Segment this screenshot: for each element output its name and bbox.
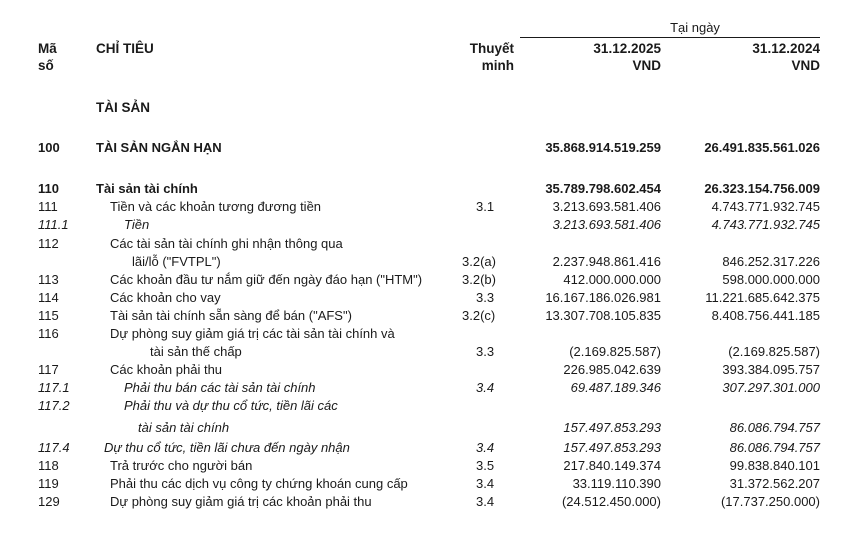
row-note: 3.4 (476, 476, 495, 491)
row-name-continued: lãi/lỗ ("FVTPL") (132, 254, 221, 269)
as-of-label: Tại ngày (670, 20, 720, 35)
row-name: Tài sản tài chính sẵn sàng để bán ("AFS") (110, 308, 352, 323)
row-value-2024: 4.743.771.932.745 (711, 217, 820, 232)
row-code: 117.1 (38, 380, 70, 395)
row-value-2025: 3.213.693.581.406 (552, 199, 661, 214)
table-row (0, 181, 860, 198)
code-header-1: Mã (38, 41, 57, 56)
header-rule (520, 37, 820, 38)
row-name: Tài sản tài chính (96, 181, 198, 196)
row-value-2025: (2.169.825.587) (569, 344, 661, 359)
row-code: 112 (38, 236, 59, 251)
row-value-2025: 226.985.042.639 (563, 362, 661, 377)
table-row (0, 199, 860, 216)
row-code: 116 (38, 326, 59, 341)
table-row (0, 217, 860, 234)
row-note: 3.2(c) (462, 308, 496, 323)
table-row (0, 290, 860, 307)
row-value-2025: 69.487.189.346 (570, 380, 661, 395)
row-name: TÀI SẢN NGẮN HẠN (96, 140, 222, 155)
row-name: Các tài sản tài chính ghi nhận thông qua (110, 236, 343, 251)
row-value-2024: 8.408.756.441.185 (711, 308, 820, 323)
row-value-2025: 35.868.914.519.259 (545, 140, 661, 155)
row-value-2024: 26.323.154.756.009 (704, 181, 820, 196)
row-value-2024: (2.169.825.587) (728, 344, 820, 359)
row-code: 118 (38, 458, 59, 473)
row-note: 3.5 (476, 458, 495, 473)
row-code: 117.2 (38, 398, 70, 413)
row-code: 111.1 (38, 217, 69, 232)
row-value-2024: 393.384.095.757 (722, 362, 820, 377)
row-value-2025: 217.840.149.374 (563, 458, 661, 473)
row-code: 117 (38, 362, 59, 377)
section-title: TÀI SẢN (96, 100, 150, 115)
row-code: 113 (38, 272, 59, 287)
table-row (0, 362, 860, 379)
row-name: Dự phòng suy giảm giá trị các tài sản tài chính và (110, 326, 395, 341)
row-note: 3.3 (476, 290, 495, 305)
row-name: Các khoản phải thu (110, 362, 223, 377)
row-value-2024: 598.000.000.000 (722, 272, 820, 287)
row-note: 3.3 (476, 344, 495, 359)
row-code: 115 (38, 308, 59, 323)
row-note: 3.4 (476, 440, 495, 455)
unit-2025-header: VND (632, 58, 661, 73)
row-code: 100 (38, 140, 60, 155)
table-row (0, 140, 860, 157)
row-note: 3.4 (476, 380, 495, 395)
table-row (0, 380, 860, 397)
row-value-2024: 846.252.317.226 (722, 254, 820, 269)
row-code: 111 (38, 199, 58, 214)
table-row (0, 272, 860, 289)
row-note: 3.2(b) (462, 272, 496, 287)
row-value-2025: (24.512.450.000) (561, 494, 661, 509)
table-row (0, 326, 860, 362)
row-name: Dự thu cổ tức, tiền lãi chưa đến ngày nhận (104, 440, 350, 455)
row-name: Các khoản cho vay (110, 290, 221, 305)
table-row (0, 440, 860, 457)
unit-2024-header: VND (791, 58, 820, 73)
table-row (0, 308, 860, 325)
row-code: 110 (38, 181, 59, 196)
row-note: 3.1 (476, 199, 495, 214)
table-row (0, 494, 860, 511)
row-name: Trả trước cho người bán (110, 458, 253, 473)
table-row (0, 236, 860, 272)
row-value-2024: 26.491.835.561.026 (704, 140, 820, 155)
table-row (0, 458, 860, 475)
row-name: Các khoản đầu tư nắm giữ đến ngày đáo hạn ("HTM") (110, 272, 423, 287)
row-name: Tiền và các khoản tương đương tiền (110, 199, 322, 214)
row-value-2025: 157.497.853.293 (563, 420, 661, 435)
row-name: Phải thu và dự thu cổ tức, tiền lãi các (124, 398, 338, 413)
row-name-continued: tài sản tài chính (138, 420, 230, 435)
row-name: Tiền (124, 217, 150, 232)
note-header-1: Thuyết (469, 41, 514, 56)
row-name: Phải thu các dịch vụ công ty chứng khoán cung cấp (110, 476, 408, 491)
row-value-2024: 99.838.840.101 (729, 458, 820, 473)
row-code: 114 (38, 290, 59, 305)
row-value-2024: 86.086.794.757 (729, 420, 820, 435)
row-value-2025: 33.119.110.390 (572, 476, 661, 491)
row-value-2025: 16.167.186.026.981 (545, 290, 661, 305)
row-code: 117.4 (38, 440, 70, 455)
note-header-2: minh (481, 58, 514, 73)
date-2024-header: 31.12.2024 (752, 41, 820, 56)
code-header-2: số (38, 58, 54, 73)
date-2025-header: 31.12.2025 (593, 41, 661, 56)
row-name: Dự phòng suy giảm giá trị các khoản phải thu (110, 494, 372, 509)
row-name: Phải thu bán các tài sản tài chính (124, 380, 316, 395)
row-value-2025: 2.237.948.861.416 (552, 254, 661, 269)
row-value-2025: 35.789.798.602.454 (545, 181, 661, 196)
row-value-2025: 3.213.693.581.406 (552, 217, 661, 232)
row-value-2025: 13.307.708.105.835 (545, 308, 661, 323)
row-value-2024: 307.297.301.000 (722, 380, 820, 395)
row-value-2024: 86.086.794.757 (729, 440, 820, 455)
table-row (0, 398, 860, 440)
row-value-2024: 4.743.771.932.745 (711, 199, 820, 214)
row-name-continued: tài sản thế chấp (150, 344, 242, 359)
row-code: 129 (38, 494, 60, 509)
row-value-2024: (17.737.250.000) (720, 494, 820, 509)
indicator-header: CHỈ TIÊU (96, 41, 154, 56)
row-note: 3.4 (476, 494, 495, 509)
row-value-2025: 412.000.000.000 (563, 272, 661, 287)
row-value-2024: 11.221.685.642.375 (705, 290, 820, 305)
row-value-2025: 157.497.853.293 (563, 440, 661, 455)
table-row (0, 476, 860, 493)
row-code: 119 (38, 476, 59, 491)
row-note: 3.2(a) (462, 254, 496, 269)
row-value-2024: 31.372.562.207 (729, 476, 820, 491)
